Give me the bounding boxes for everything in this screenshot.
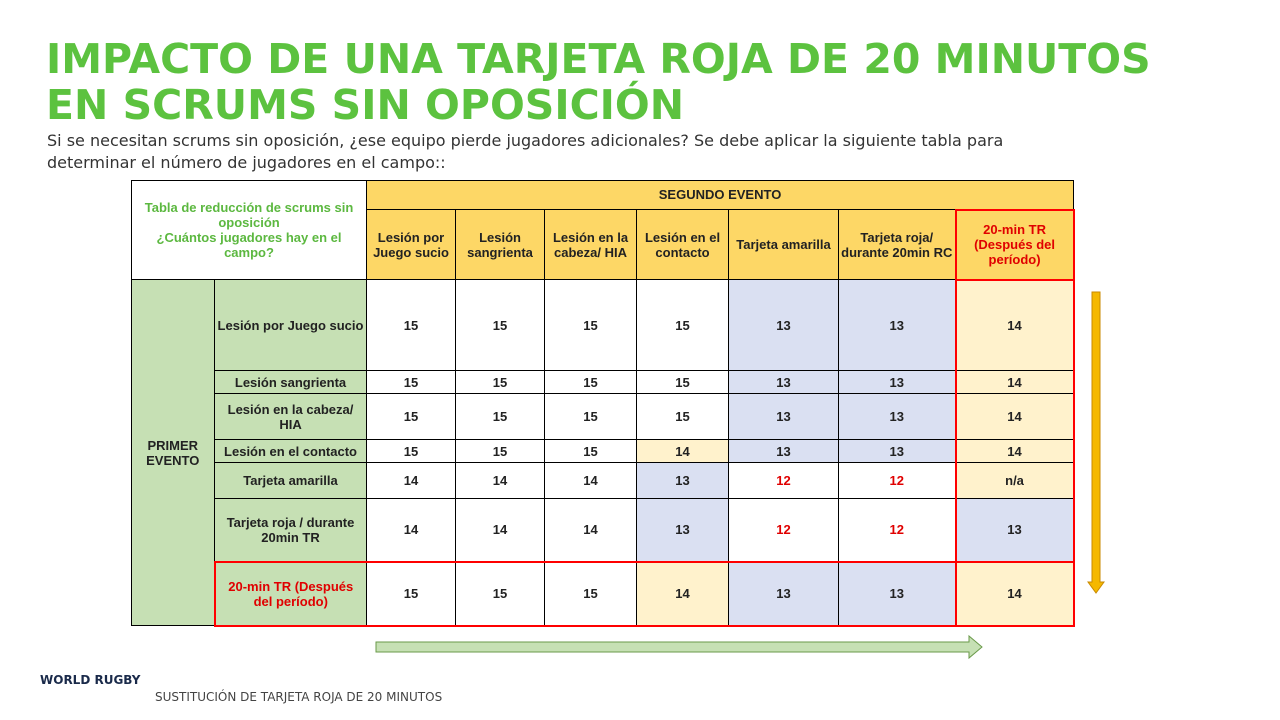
table-cell: 15	[637, 280, 729, 371]
table-cell: 14	[456, 499, 545, 562]
footer-text: SUSTITUCIÓN DE TARJETA ROJA DE 20 MINUTOS	[155, 690, 443, 704]
table-cell: 15	[545, 280, 637, 371]
table-cell: 13	[839, 394, 956, 440]
table-cell: 15	[637, 394, 729, 440]
row-label: Tarjeta roja / durante 20min TR	[215, 499, 367, 562]
page-title-line1: IMPACTO DE UNA TARJETA ROJA DE 20 MINUTOS	[46, 35, 1151, 83]
table-cell: 15	[367, 280, 456, 371]
table-cell: 14	[637, 562, 729, 626]
table-cell: 13	[637, 463, 729, 499]
page-title	[46, 36, 1151, 128]
table-cell: 15	[367, 394, 456, 440]
table-cell: 15	[545, 440, 637, 463]
table-cell: 14	[956, 440, 1074, 463]
table-cell: 12	[839, 463, 956, 499]
table-cell: 15	[456, 562, 545, 626]
world-rugby-logo: WORLD RUGBY	[40, 673, 141, 687]
table-cell: 13	[839, 562, 956, 626]
table-cell: 14	[956, 394, 1074, 440]
table-cell: 13	[729, 394, 839, 440]
table-cell: 15	[367, 371, 456, 394]
table-cell: 13	[637, 499, 729, 562]
row-label: Lesión sangrienta	[215, 371, 367, 394]
table-cell: 14	[956, 280, 1074, 371]
table-cell: 14	[637, 440, 729, 463]
table-corner-caption	[132, 181, 367, 280]
table-cell: 15	[367, 440, 456, 463]
row-label: Tarjeta amarilla	[215, 463, 367, 499]
second-event-header: SEGUNDO EVENTO	[367, 181, 1074, 210]
table-cell: 14	[456, 463, 545, 499]
corner-caption-line1: Tabla de reducción de scrums sin oposición	[144, 200, 354, 230]
table-cell: 15	[637, 371, 729, 394]
table-cell: 15	[545, 371, 637, 394]
table-cell: 13	[729, 440, 839, 463]
column-header: Tarjeta roja/ durante 20min RC	[839, 210, 956, 280]
table-cell: 14	[545, 463, 637, 499]
table-cell: 15	[456, 371, 545, 394]
table-cell: 14	[956, 371, 1074, 394]
table-cell: 13	[956, 499, 1074, 562]
first-event-header: PRIMER EVENTO	[132, 280, 215, 626]
horizontal-arrow-icon	[374, 633, 994, 663]
table-cell: 12	[729, 499, 839, 562]
table-cell: 15	[456, 394, 545, 440]
row-label: Lesión en la cabeza/ HIA	[215, 394, 367, 440]
table-cell: n/a	[956, 463, 1074, 499]
table-cell: 14	[367, 463, 456, 499]
vertical-arrow-icon	[1086, 290, 1106, 600]
table-cell: 15	[545, 394, 637, 440]
column-header: Tarjeta amarilla	[729, 210, 839, 280]
column-header: Lesión sangrienta	[456, 210, 545, 280]
row-label-20min-tr: 20-min TR (Después del período)	[215, 562, 367, 626]
column-header-20min-tr: 20-min TR (Después del período)	[956, 210, 1074, 280]
row-label: Lesión por Juego sucio	[215, 280, 367, 371]
table-cell: 12	[729, 463, 839, 499]
corner-caption-line2: ¿Cuántos jugadores hay en el campo?	[156, 230, 342, 260]
table-cell: 13	[729, 562, 839, 626]
table-cell: 14	[367, 499, 456, 562]
page-subtitle: Si se necesitan scrums sin oposición, ¿ese equipo pierde jugadores adicionales? Se debe aplicar la siguiente tabla para determinar el número de jugadores en el campo::	[47, 131, 1004, 172]
row-label: Lesión en el contacto	[215, 440, 367, 463]
table-cell: 14	[545, 499, 637, 562]
column-header: Lesión en la cabeza/ HIA	[545, 210, 637, 280]
table-cell: 15	[367, 562, 456, 626]
table-cell: 15	[456, 280, 545, 371]
reduction-table	[131, 180, 1075, 627]
page-title-line2: EN SCRUMS SIN OPOSICIÓN	[46, 81, 685, 129]
table-cell: 13	[729, 280, 839, 371]
column-header: Lesión por Juego sucio	[367, 210, 456, 280]
table-cell: 13	[839, 440, 956, 463]
table-cell: 14	[956, 562, 1074, 626]
table-cell: 13	[839, 280, 956, 371]
table-cell: 12	[839, 499, 956, 562]
table-cell: 15	[545, 562, 637, 626]
table-cell: 15	[456, 440, 545, 463]
table-cell: 13	[729, 371, 839, 394]
table-cell: 13	[839, 371, 956, 394]
column-header: Lesión en el contacto	[637, 210, 729, 280]
